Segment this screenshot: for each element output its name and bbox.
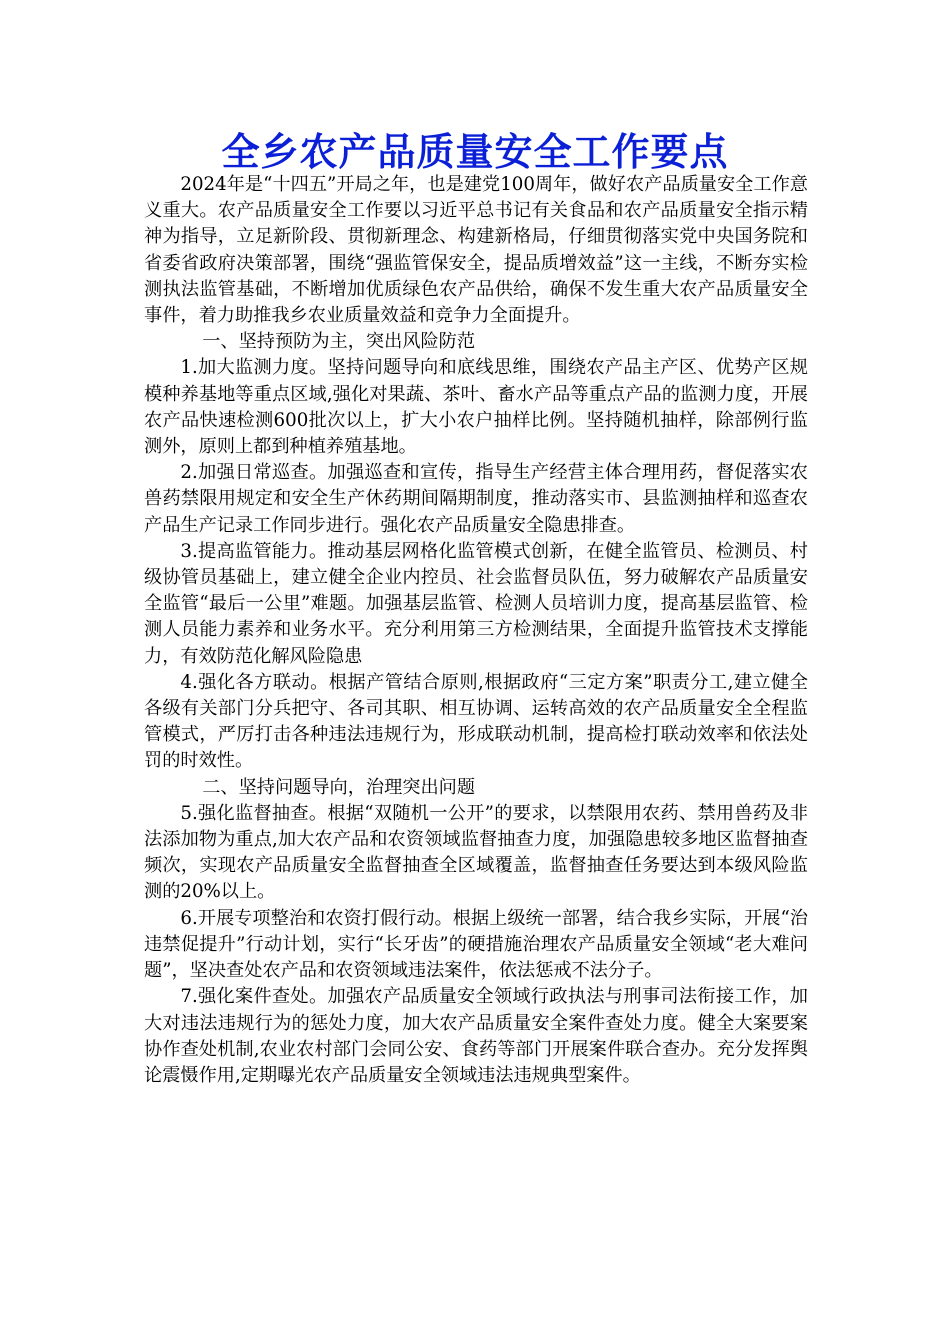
document-body (144, 172, 808, 1089)
item-paragraph-1: 1.加大监测力度。坚持问题导向和底线思维，围绕农产品主产区、优势产区规模种养基地等重点区域,强化对果蔬、茶叶、畜水产品等重点产品的监测力度，开展农产品快速检测600批次以上，扩大小农户抽样比例。坚持随机抽样，除部例行监测外，原则上都到种植养殖基地。 (144, 357, 808, 458)
item-paragraph-2: 2.加强日常巡查。加强巡查和宣传，指导生产经营主体合理用药，督促落实农兽药禁限用规定和安全生产休药期间隔期制度，推动落实市、县监测抽样和巡查农产品生产记录工作同步进行。强化农产品质量安全隐患排查。 (144, 462, 808, 536)
intro-paragraph: 2024年是“十四五”开局之年，也是建党100周年，做好农产品质量安全工作意义重大。农产品质量安全工作要以习近平总书记有关食品和农产品质量安全指示精神为指导，立足新阶段、贯彻新理念、构建新格局，仔细贯彻落实党中央国务院和省委省政府决策部署，围绕“强监管保安全，提品质增效益”这一主线，不断夯实检测执法监管基础，不断增加优质绿色农产品供给，确保不发生重大农产品质量安全事件，着力助推我乡农业质量效益和竞争力全面提升。 (144, 174, 808, 327)
item-paragraph-3: 3.提高监管能力。推动基层网格化监管模式创新，在健全监管员、检测员、村级协管员基础上，建立健全企业内控员、社会监督员队伍，努力破解农产品质量安全监管“最后一公里”难题。加强基层监管、检测人员培训力度，提高基层监管、检测人员能力素养和业务水平。充分利用第三方检测结果，全面提升监管技术支撑能力，有效防范化解风险隐患 (144, 540, 808, 667)
item-paragraph-4: 4.强化各方联动。根据产管结合原则,根据政府“三定方案”职责分工,建立健全各级有关部门分兵把守、各司其职、相互协调、运转高效的农产品质量安全全程监管模式，严厉打击各种违法违规行为，形成联动机制，提高检打联动效率和依法处罚的时效性。 (144, 671, 808, 772)
item-paragraph-5: 5.强化监督抽查。根据“双随机一公开”的要求，以禁限用农药、禁用兽药及非法添加物为重点,加大农产品和农资领域监督抽查力度，加强隐患较多地区监督抽查频次，实现农产品质量安全监督抽查全区域覆盖，监督抽查任务要达到本级风险监测的20%以上。 (144, 802, 808, 903)
item-paragraph-6: 6.开展专项整治和农资打假行动。根据上级统一部署，结合我乡实际，开展“治违禁促提升”行动计划，实行“长牙齿”的硬措施治理农产品质量安全领域“老大难问题”，坚决查处农产品和农资领域违法案件，依法惩戒不法分子。 (144, 907, 808, 982)
item-paragraph-7: 7.强化案件查处。加强农产品质量安全领域行政执法与刑事司法衔接工作，加大对违法违规行为的惩处力度，加大农产品质量安全案件查处力度。健全大案要案协作查处机制,农业农村部门会同公安、食药等部门开展案件联合查办。充分发挥舆论震慑作用,定期曝光农产品质量安全领域违法违规典型案件。 (144, 986, 808, 1086)
section-heading-1: 一、坚持预防为主，突出风险防范 (202, 331, 476, 353)
section-heading-2: 二、坚持问题导向，治理突出问题 (202, 776, 476, 798)
document-title: 全乡农产品质量安全工作要点 (221, 130, 729, 174)
